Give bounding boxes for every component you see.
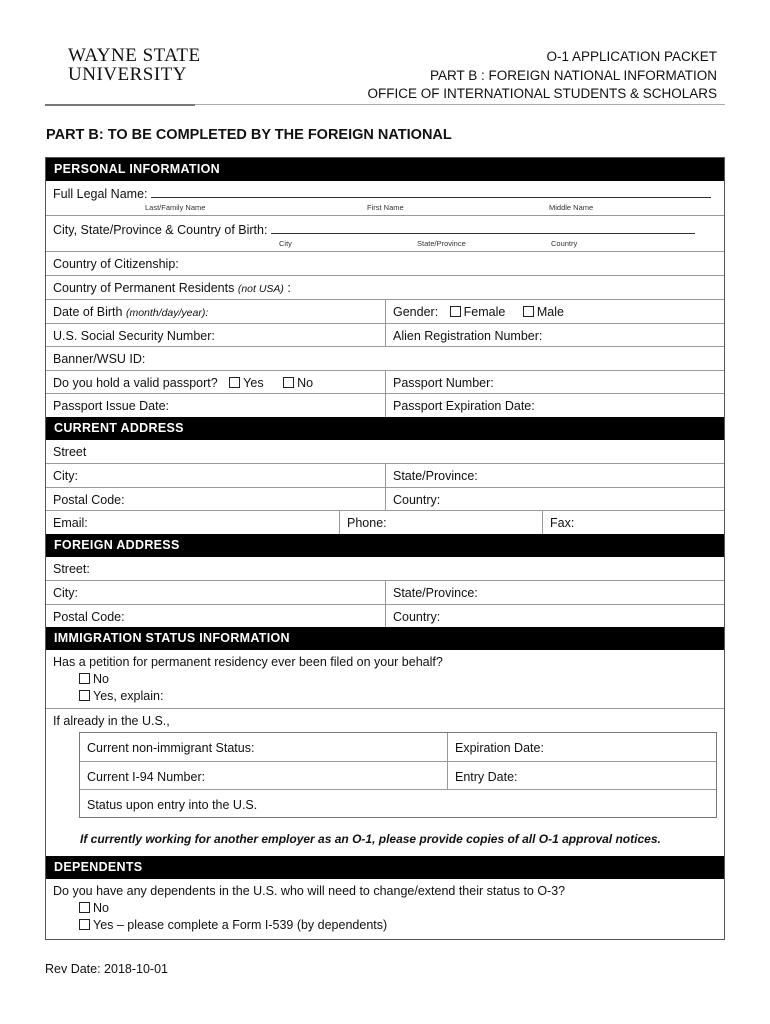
passport-question: Do you hold a valid passport? [53, 375, 218, 390]
status-upon-entry-field[interactable] [80, 790, 716, 817]
o1-approval-note: If currently working for another employer as an O-1, please provide copies of all O-1 approval notices. [80, 832, 661, 846]
dependents-yes-checkbox[interactable] [79, 919, 90, 930]
dependents-no-label: No [93, 901, 109, 915]
birth-place-row [46, 215, 724, 251]
current-city-label: City: [53, 469, 78, 483]
nonimmigrant-status-label: Current non-immigrant Status: [87, 741, 255, 755]
i94-number-label: Current I-94 Number: [87, 770, 206, 784]
alien-registration-label: Alien Registration Number: [393, 328, 543, 343]
dependents-yes-label: Yes – please complete a Form I-539 (by dependents) [93, 918, 388, 932]
birth-place-label: City, State/Province & Country of Birth: [53, 223, 268, 237]
middle-name-caption: Middle Name [549, 203, 594, 212]
dependents-no-checkbox[interactable] [79, 902, 90, 913]
section-immigration-status: IMMIGRATION STATUS INFORMATION [46, 627, 724, 650]
banner-id-field[interactable] [46, 347, 724, 370]
birth-country-caption: Country [551, 239, 578, 248]
ssn-label: U.S. Social Security Number: [53, 328, 215, 343]
current-street-row [46, 440, 724, 464]
section-current-address: CURRENT ADDRESS [46, 417, 724, 440]
current-country-field[interactable] [385, 488, 724, 511]
banner-id-label: Banner/WSU ID: [53, 352, 146, 366]
fax-field[interactable] [542, 511, 724, 534]
foreign-street-label: Street: [53, 561, 90, 576]
dob-format: (month/day/year): [125, 306, 209, 319]
petition-row [46, 650, 724, 708]
passport-issue-field[interactable] [46, 394, 385, 417]
phone-field[interactable] [339, 511, 542, 534]
foreign-country-label: Country: [393, 609, 441, 624]
header-line-3: OFFICE OF INTERNATIONAL STUDENTS & SCHOLARS [367, 86, 717, 101]
petition-yes-label: Yes, explain: [93, 689, 164, 703]
foreign-city-field[interactable] [46, 581, 385, 604]
passport-expiration-field[interactable] [385, 394, 724, 417]
alien-registration-field[interactable] [385, 324, 724, 347]
logo-line-1: WAYNE STATE [68, 45, 201, 66]
revision-date: Rev Date: 2018-10-01 [45, 962, 168, 976]
status-upon-entry-label: Status upon entry into the U.S. [87, 798, 258, 812]
us-status-table [79, 732, 717, 818]
current-street-label: Street [53, 444, 87, 459]
foreign-state-label: State/Province: [393, 586, 478, 600]
passport-yes-label: Yes [243, 375, 264, 390]
current-city-row [46, 463, 724, 487]
i94-number-field[interactable] [80, 762, 447, 789]
passport-issue-label: Passport Issue Date: [53, 399, 170, 413]
foreign-city-row [46, 580, 724, 604]
last-name-caption: Last/Family Name [145, 203, 206, 212]
if-in-us-label: If already in the U.S., [53, 714, 170, 728]
passport-no-label: No [297, 375, 314, 390]
section-foreign-address: FOREIGN ADDRESS [46, 534, 724, 557]
current-postal-field[interactable] [46, 488, 385, 511]
application-form [45, 157, 725, 940]
university-logo [68, 45, 201, 85]
foreign-street-row [46, 557, 724, 581]
dob-label: Date of Birth [53, 304, 123, 319]
birth-city-caption: City [279, 239, 292, 248]
petition-no-checkbox[interactable] [79, 673, 90, 684]
current-postal-label: Postal Code: [53, 492, 125, 507]
ssn-alien-row [46, 323, 724, 347]
ssn-field[interactable] [46, 324, 385, 347]
permanent-residence-note: (not USA) [237, 282, 284, 295]
birth-state-caption: State/Province [417, 239, 466, 248]
female-checkbox[interactable] [450, 306, 461, 317]
dependents-row [46, 879, 724, 939]
dependents-question: Do you have any dependents in the U.S. who will need to change/extend their status to O-3? [53, 884, 566, 898]
passport-dates-row [46, 393, 724, 417]
banner-id-row [46, 346, 724, 370]
foreign-state-field[interactable] [385, 581, 724, 604]
section-personal-information: PERSONAL INFORMATION [46, 158, 724, 181]
entry-date-field[interactable] [447, 762, 716, 789]
passport-row [46, 370, 724, 394]
first-name-caption: First Name [367, 203, 404, 212]
entry-date-label: Entry Date: [455, 770, 518, 784]
fax-label: Fax: [550, 516, 575, 530]
permanent-residence-colon: : [287, 280, 291, 295]
current-street-field[interactable] [46, 440, 724, 464]
header-line-2: PART B : FOREIGN NATIONAL INFORMATION [429, 67, 717, 83]
nonimmigrant-status-field[interactable] [80, 733, 447, 761]
passport-yes-checkbox[interactable] [229, 377, 240, 388]
passport-number-label: Passport Number: [393, 375, 494, 390]
expiration-date-label: Expiration Date: [455, 741, 544, 755]
petition-yes-checkbox[interactable] [79, 690, 90, 701]
header-line-1: O-1 APPLICATION PACKET [546, 49, 717, 64]
female-label: Female [463, 304, 506, 319]
current-state-field[interactable] [385, 464, 724, 487]
passport-expiration-label: Passport Expiration Date: [393, 399, 535, 413]
passport-no-checkbox[interactable] [283, 377, 294, 388]
contact-row [46, 510, 724, 534]
male-label: Male [536, 304, 564, 319]
foreign-postal-field[interactable] [46, 605, 385, 628]
dob-gender-row [46, 299, 724, 323]
email-field[interactable] [46, 511, 339, 534]
expiration-date-field[interactable] [447, 733, 716, 761]
citizenship-row [46, 251, 724, 275]
foreign-postal-row [46, 604, 724, 628]
document-header [367, 48, 717, 104]
current-state-label: State/Province: [393, 469, 478, 483]
foreign-postal-label: Postal Code: [53, 609, 125, 624]
logo-line-2: UNIVERSITY [68, 64, 187, 85]
phone-label: Phone: [347, 516, 387, 530]
permanent-residence-label: Country of Permanent Residents [53, 280, 235, 295]
current-city-field[interactable] [46, 464, 385, 487]
petition-no-label: No [93, 672, 109, 686]
current-postal-row [46, 487, 724, 511]
male-checkbox[interactable] [523, 306, 534, 317]
foreign-street-field[interactable] [46, 557, 724, 581]
citizenship-field[interactable] [46, 252, 724, 275]
foreign-city-label: City: [53, 586, 78, 600]
gender-label: Gender: [393, 304, 439, 319]
citizenship-label: Country of Citizenship: [53, 257, 179, 271]
birth-place-field[interactable] [271, 222, 695, 234]
full-legal-name-row [46, 181, 724, 215]
email-label: Email: [53, 516, 88, 530]
dob-field[interactable] [46, 300, 385, 323]
full-legal-name-label: Full Legal Name: [53, 187, 148, 201]
section-dependents: DEPENDENTS [46, 856, 724, 879]
us-status-row [46, 708, 724, 856]
petition-question: Has a petition for permanent residency ever been filed on your behalf? [53, 655, 443, 669]
part-title: PART B: TO BE COMPLETED BY THE FOREIGN NATIONAL [46, 127, 452, 143]
permanent-residence-field[interactable] [46, 276, 724, 299]
permanent-residence-row [46, 275, 724, 299]
current-country-label: Country: [393, 492, 441, 507]
passport-number-field[interactable] [385, 371, 724, 394]
header-rule [45, 104, 725, 105]
full-legal-name-field[interactable] [151, 186, 711, 198]
foreign-country-field[interactable] [385, 605, 724, 628]
